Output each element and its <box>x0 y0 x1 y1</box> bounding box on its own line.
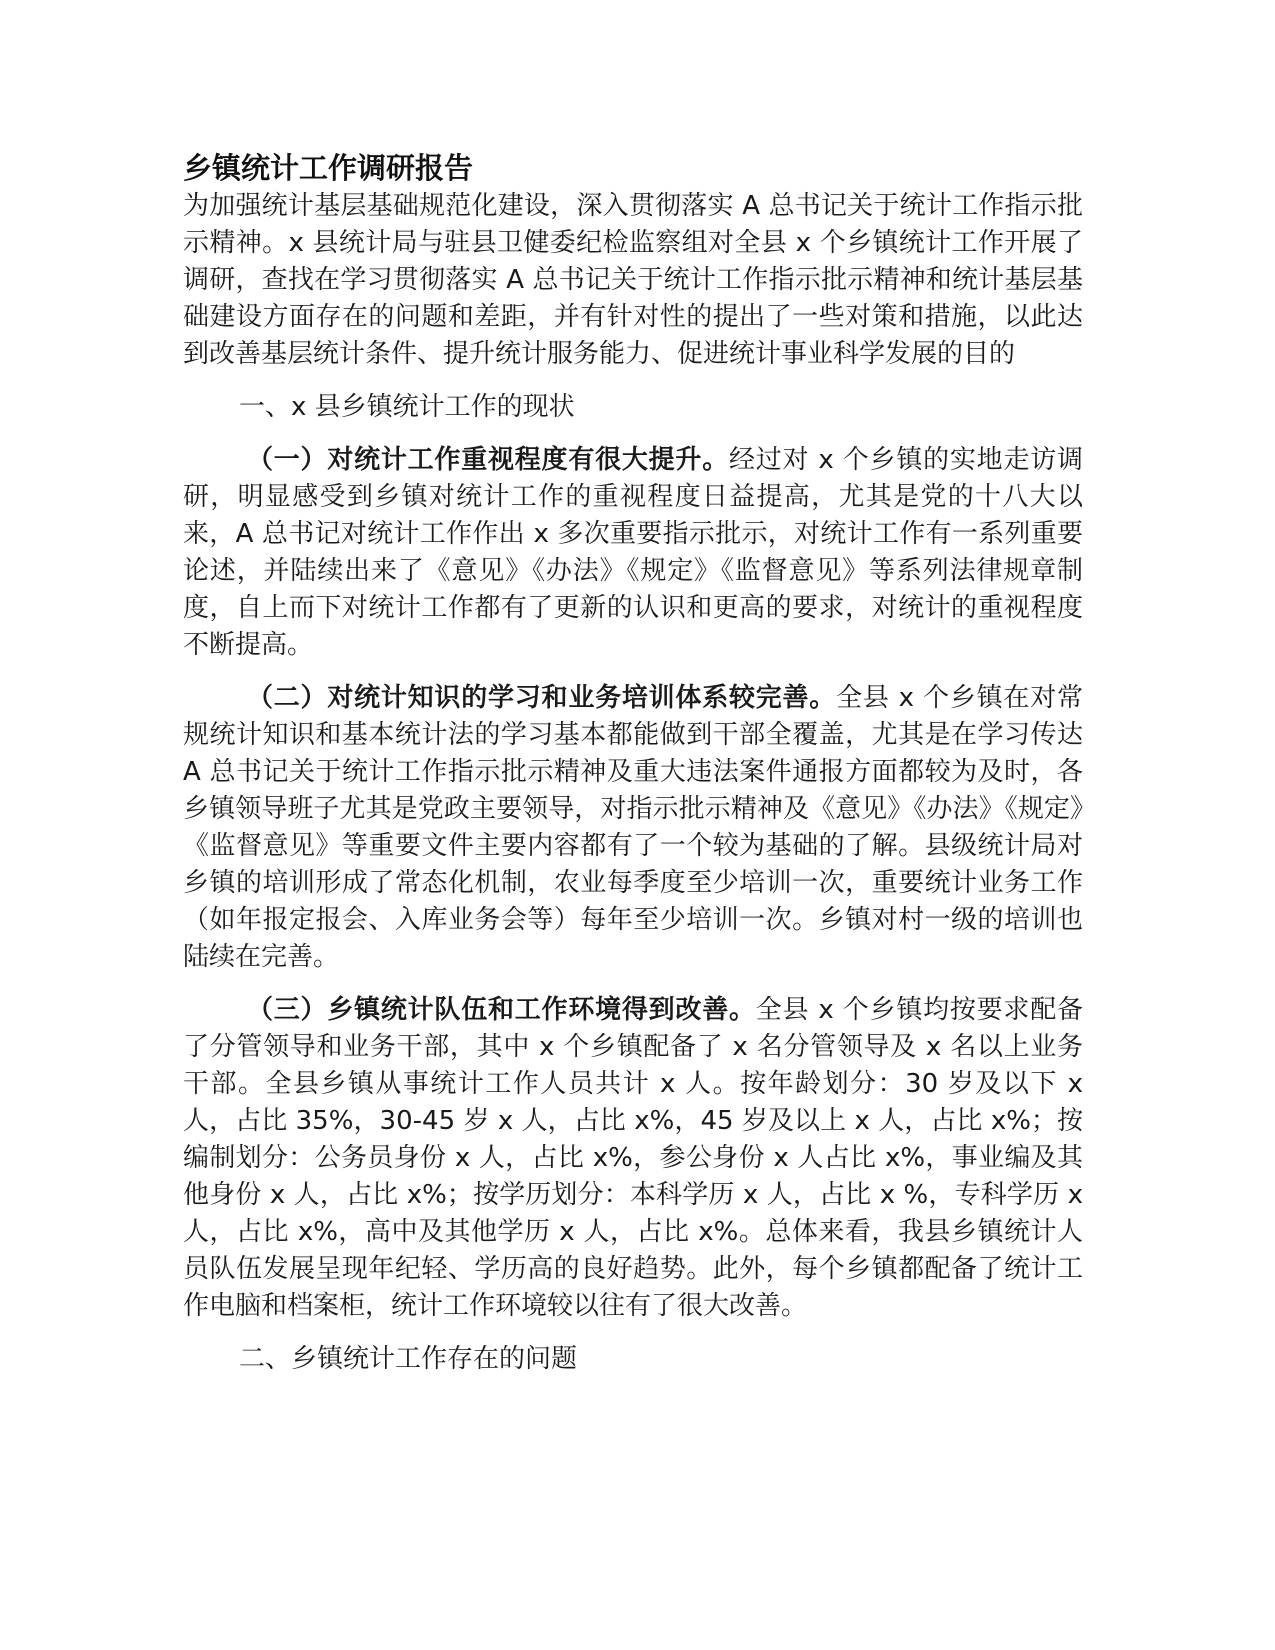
intro-paragraph: 为加强统计基层基础规范化建设，深入贯彻落实 A 总书记关于统计工作指示批示精神。x 县统计局与驻县卫健委纪检监察组对全县 x 个乡镇统计工作开展了调研，查找在学习贯彻落实 A 总书记关于统计工作指示批示精神和统计基层基础建设方面存在的问题和差距，并有针对性的提出了一些对策和措施，以此达到改善基层统计条件、提升统计服务能力、促进统计事业科学发展的目的 <box>183 191 1083 369</box>
subsection-body-3: 全县 x 个乡镇均按要求配备了分管领导和业务干部，其中 x 个乡镇配备了 x 名分管领导及 x 名以上业务干部。全县乡镇从事统计工作人员共计 x 人。按年龄划分：30 岁及以下 x 人，占比 35%，30-45 岁 x 人，占比 x%，45 岁及以上 x 人，占比 x%；按编制划分：公务员身份 x 人，占比 x%，参公身份 x 人占比 x%，事业编及其他身份 x 人，占比 x%；按学历划分：本科学历 x 人，占比 x %，专科学历 x 人，占比 x%，高中及其他学历 x 人，占比 x%。总体来看，我县乡镇统计人员队伍发展呈现年纪轻、学历高的良好趋势。此外，每个乡镇都配备了统计工作电脑和档案柜，统计工作环境较以往有了很大改善。 <box>183 995 1083 1321</box>
document-title: 乡镇统计工作调研报告 <box>183 151 474 185</box>
section-heading-problems: 二、乡镇统计工作存在的问题 <box>239 1344 578 1374</box>
subsection-body-2: 全县 x 个乡镇在对常规统计知识和基本统计法的学习基本都能做到干部全覆盖，尤其是在学习传达 A 总书记关于统计工作指示批示精神及重大违法案件通报方面都较为及时，各乡镇领导班子尤其是党政主要领导，对指示批示精神及《意见》《办法》《规定》《监督意见》等重要文件主要内容都有了一个较为基础的了解。县级统计局对乡镇的培训形成了常态化机制，农业每季度至少培训一次，重要统计业务工作（如年报定报会、入库业务会等）每年至少培训一次。乡镇对村一级的培训也陆续在完善。 <box>183 683 1083 972</box>
section-heading-status: 一、x 县乡镇统计工作的现状 <box>239 392 575 422</box>
subsection-paragraph-2 <box>183 680 1083 976</box>
document-body <box>183 148 1083 1378</box>
subsection-paragraph-1 <box>183 442 1083 664</box>
subsection-lead-1: （一）对统计工作重视程度有很大提升。 <box>247 445 729 475</box>
subsection-lead-2: （二）对统计知识的学习和业务培训体系较完善。 <box>247 683 837 713</box>
subsection-body-1: 经过对 x 个乡镇的实地走访调研，明显感受到乡镇对统计工作的重视程度日益提高，尤其是党的十八大以来，A 总书记对统计工作作出 x 多次重要指示批示，对统计工作有一系列重要论述，并陆续出来了《意见》《办法》《规定》《监督意见》等系列法律规章制度，自上而下对统计工作都有了更新的认识和更高的要求，对统计的重视程度不断提高。 <box>183 445 1083 660</box>
subsection-lead-3: （三）乡镇统计队伍和工作环境得到改善。 <box>247 995 756 1025</box>
subsection-paragraph-3 <box>183 992 1083 1325</box>
